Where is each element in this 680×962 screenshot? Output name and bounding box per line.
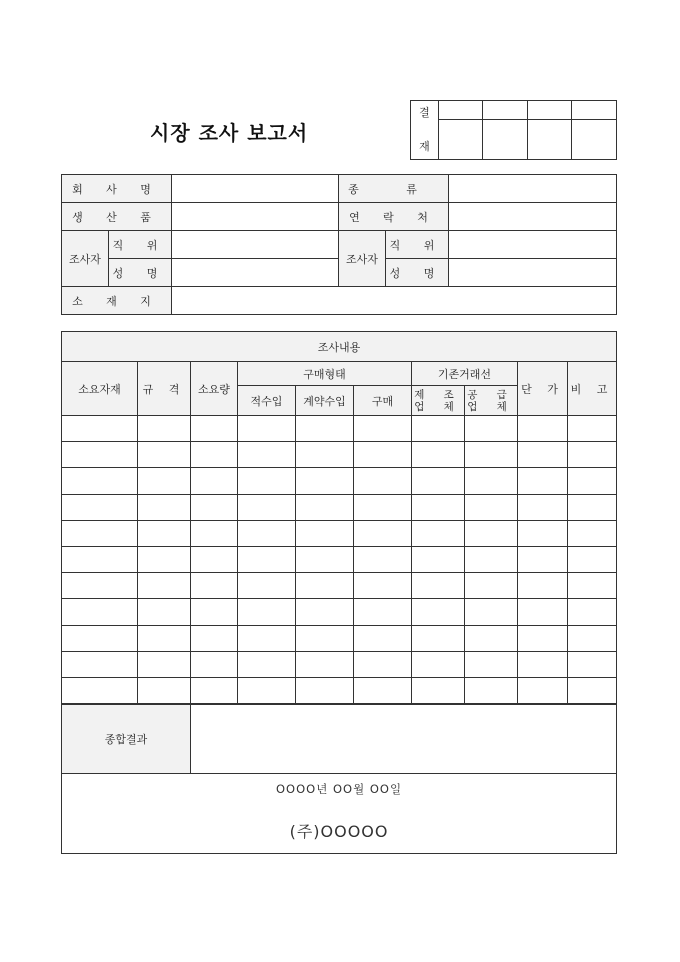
table-cell[interactable] <box>62 442 138 468</box>
footer-cell <box>62 774 617 854</box>
approval-sign-cell-1[interactable] <box>439 120 483 160</box>
position-field-2[interactable] <box>449 231 617 259</box>
table-cell[interactable] <box>138 677 191 703</box>
summary-field[interactable] <box>191 704 617 774</box>
col-purchase: 구매 <box>354 386 412 416</box>
table-row <box>62 599 617 625</box>
table-cell[interactable] <box>518 468 568 494</box>
table-row <box>62 651 617 677</box>
table-cell[interactable] <box>354 546 412 572</box>
product-label: 생 산 품 <box>62 203 172 231</box>
table-cell[interactable] <box>465 573 518 599</box>
approval-title-cell-1[interactable] <box>439 101 483 120</box>
table-cell[interactable] <box>238 573 296 599</box>
col-remarks: 비 고 <box>568 362 617 416</box>
approval-label-top: 결 <box>419 106 430 119</box>
table-cell[interactable] <box>412 677 465 703</box>
approval-label-bottom: 재 <box>419 140 430 153</box>
table-cell[interactable] <box>138 573 191 599</box>
approval-title-cell-3[interactable] <box>528 101 572 120</box>
table-cell[interactable] <box>191 546 238 572</box>
table-cell[interactable] <box>62 677 138 703</box>
table-cell[interactable] <box>296 468 354 494</box>
table-cell[interactable] <box>568 468 617 494</box>
table-cell[interactable] <box>465 494 518 520</box>
table-cell[interactable] <box>354 651 412 677</box>
table-cell[interactable] <box>238 442 296 468</box>
table-cell[interactable] <box>412 546 465 572</box>
table-cell[interactable] <box>354 573 412 599</box>
table-cell[interactable] <box>191 442 238 468</box>
table-cell[interactable] <box>465 520 518 546</box>
table-cell[interactable] <box>296 442 354 468</box>
table-cell[interactable] <box>518 520 568 546</box>
table-row <box>62 520 617 546</box>
table-cell[interactable] <box>62 468 138 494</box>
approval-sign-cell-3[interactable] <box>528 120 572 160</box>
table-cell[interactable] <box>518 546 568 572</box>
table-cell[interactable] <box>518 677 568 703</box>
address-label: 소 재 지 <box>62 287 172 315</box>
table-row <box>62 546 617 572</box>
table-cell[interactable] <box>238 546 296 572</box>
position-label: 직 위 <box>109 231 172 259</box>
col-manufacturer-top: 제 조 <box>414 388 462 401</box>
table-cell[interactable] <box>238 520 296 546</box>
table-cell[interactable] <box>568 494 617 520</box>
table-cell[interactable] <box>568 677 617 703</box>
table-cell[interactable] <box>62 651 138 677</box>
table-cell[interactable] <box>518 416 568 442</box>
table-cell[interactable] <box>238 677 296 703</box>
contact-label: 연 락 처 <box>339 203 449 231</box>
contact-field[interactable] <box>449 203 617 231</box>
table-cell[interactable] <box>62 494 138 520</box>
table-cell[interactable] <box>568 651 617 677</box>
table-cell[interactable] <box>138 599 191 625</box>
footer-date: OOOO년 OO월 OO일 <box>276 782 403 797</box>
table-cell[interactable] <box>412 573 465 599</box>
company-name-field[interactable] <box>172 175 339 203</box>
position-field[interactable] <box>172 231 339 259</box>
table-cell[interactable] <box>191 494 238 520</box>
table-cell[interactable] <box>191 651 238 677</box>
name-field-2[interactable] <box>449 259 617 287</box>
approval-title-cell-4[interactable] <box>572 101 617 120</box>
table-row <box>62 468 617 494</box>
survey-section-title: 조사내용 <box>62 332 617 362</box>
table-cell[interactable] <box>191 416 238 442</box>
table-cell[interactable] <box>412 416 465 442</box>
approval-title-cell-2[interactable] <box>483 101 528 120</box>
table-row <box>62 494 617 520</box>
table-cell[interactable] <box>191 520 238 546</box>
table-cell[interactable] <box>568 599 617 625</box>
table-cell[interactable] <box>138 546 191 572</box>
col-supplier-bottom: 업 체 <box>467 400 515 413</box>
table-cell[interactable] <box>412 494 465 520</box>
position-label-2: 직 위 <box>386 231 449 259</box>
name-label-2: 성 명 <box>386 259 449 287</box>
table-cell[interactable] <box>354 677 412 703</box>
table-cell[interactable] <box>238 599 296 625</box>
table-cell[interactable] <box>138 442 191 468</box>
table-cell[interactable] <box>238 625 296 651</box>
table-row <box>62 677 617 703</box>
table-cell[interactable] <box>354 416 412 442</box>
table-cell[interactable] <box>465 651 518 677</box>
col-manufacturer-bottom: 업 체 <box>414 400 462 413</box>
table-cell[interactable] <box>354 599 412 625</box>
table-cell[interactable] <box>62 599 138 625</box>
table-row <box>62 625 617 651</box>
table-cell[interactable] <box>238 651 296 677</box>
survey-rows <box>62 416 617 704</box>
table-cell[interactable] <box>238 494 296 520</box>
page-title: 시장 조사 보고서 <box>150 121 309 145</box>
table-cell[interactable] <box>465 442 518 468</box>
col-quantity: 소요량 <box>191 362 238 416</box>
table-cell[interactable] <box>296 651 354 677</box>
col-suppliers: 기존거래선 <box>412 362 518 386</box>
table-row <box>62 416 617 442</box>
table-cell[interactable] <box>354 468 412 494</box>
table-cell[interactable] <box>191 468 238 494</box>
table-row <box>62 573 617 599</box>
table-cell[interactable] <box>518 573 568 599</box>
table-cell[interactable] <box>568 573 617 599</box>
table-cell[interactable] <box>62 573 138 599</box>
table-cell[interactable] <box>518 599 568 625</box>
table-cell[interactable] <box>465 599 518 625</box>
col-spec: 규 격 <box>138 362 191 416</box>
company-info-table <box>61 174 617 315</box>
table-cell[interactable] <box>465 625 518 651</box>
col-manufacturer <box>412 386 465 416</box>
footer-company: (주)OOOOO <box>289 822 389 842</box>
table-cell[interactable] <box>296 546 354 572</box>
name-label: 성 명 <box>109 259 172 287</box>
table-cell[interactable] <box>465 546 518 572</box>
table-cell[interactable] <box>412 651 465 677</box>
table-cell[interactable] <box>138 520 191 546</box>
col-contract-purchase: 계약수입 <box>296 386 354 416</box>
col-supplier-top: 공 급 <box>467 388 515 401</box>
product-field[interactable] <box>172 203 339 231</box>
col-materials: 소요자재 <box>62 362 138 416</box>
table-cell[interactable] <box>412 625 465 651</box>
table-cell[interactable] <box>191 625 238 651</box>
table-cell[interactable] <box>138 468 191 494</box>
approval-box <box>410 100 617 160</box>
table-cell[interactable] <box>296 599 354 625</box>
table-cell[interactable] <box>465 677 518 703</box>
table-cell[interactable] <box>138 625 191 651</box>
summary-label: 종합결과 <box>62 704 191 774</box>
table-cell[interactable] <box>238 468 296 494</box>
col-stock-purchase: 적수입 <box>238 386 296 416</box>
type-field[interactable] <box>449 175 617 203</box>
table-cell[interactable] <box>138 494 191 520</box>
name-field[interactable] <box>172 259 339 287</box>
table-cell[interactable] <box>62 546 138 572</box>
table-cell[interactable] <box>354 494 412 520</box>
table-cell[interactable] <box>138 651 191 677</box>
col-unit-price: 단 가 <box>518 362 568 416</box>
table-cell[interactable] <box>412 599 465 625</box>
table-cell[interactable] <box>518 625 568 651</box>
table-cell[interactable] <box>412 468 465 494</box>
table-cell[interactable] <box>62 416 138 442</box>
col-purchase-type: 구매형태 <box>238 362 412 386</box>
table-cell[interactable] <box>296 520 354 546</box>
surveyor-label-2: 조사자 <box>339 231 386 287</box>
survey-table <box>61 331 617 854</box>
table-cell[interactable] <box>518 651 568 677</box>
table-cell[interactable] <box>138 416 191 442</box>
table-cell[interactable] <box>568 520 617 546</box>
table-cell[interactable] <box>568 442 617 468</box>
table-cell[interactable] <box>296 494 354 520</box>
table-cell[interactable] <box>568 546 617 572</box>
table-cell[interactable] <box>191 677 238 703</box>
address-field[interactable] <box>172 287 617 315</box>
table-cell[interactable] <box>296 625 354 651</box>
table-cell[interactable] <box>191 573 238 599</box>
table-cell[interactable] <box>518 442 568 468</box>
table-cell[interactable] <box>296 573 354 599</box>
table-cell[interactable] <box>354 520 412 546</box>
table-cell[interactable] <box>238 416 296 442</box>
table-cell[interactable] <box>296 416 354 442</box>
table-row <box>62 442 617 468</box>
table-cell[interactable] <box>62 520 138 546</box>
approval-sign-cell-2[interactable] <box>483 120 528 160</box>
company-name-label: 회 사 명 <box>62 175 172 203</box>
table-cell[interactable] <box>296 677 354 703</box>
type-label: 종 류 <box>339 175 449 203</box>
table-cell[interactable] <box>354 625 412 651</box>
col-supplier <box>465 386 518 416</box>
table-cell[interactable] <box>465 416 518 442</box>
table-cell[interactable] <box>465 468 518 494</box>
table-cell[interactable] <box>62 625 138 651</box>
table-cell[interactable] <box>191 599 238 625</box>
table-cell[interactable] <box>568 625 617 651</box>
approval-sign-cell-4[interactable] <box>572 120 617 160</box>
table-cell[interactable] <box>518 494 568 520</box>
table-cell[interactable] <box>412 442 465 468</box>
surveyor-label: 조사자 <box>62 231 109 287</box>
table-cell[interactable] <box>354 442 412 468</box>
table-cell[interactable] <box>412 520 465 546</box>
table-cell[interactable] <box>568 416 617 442</box>
